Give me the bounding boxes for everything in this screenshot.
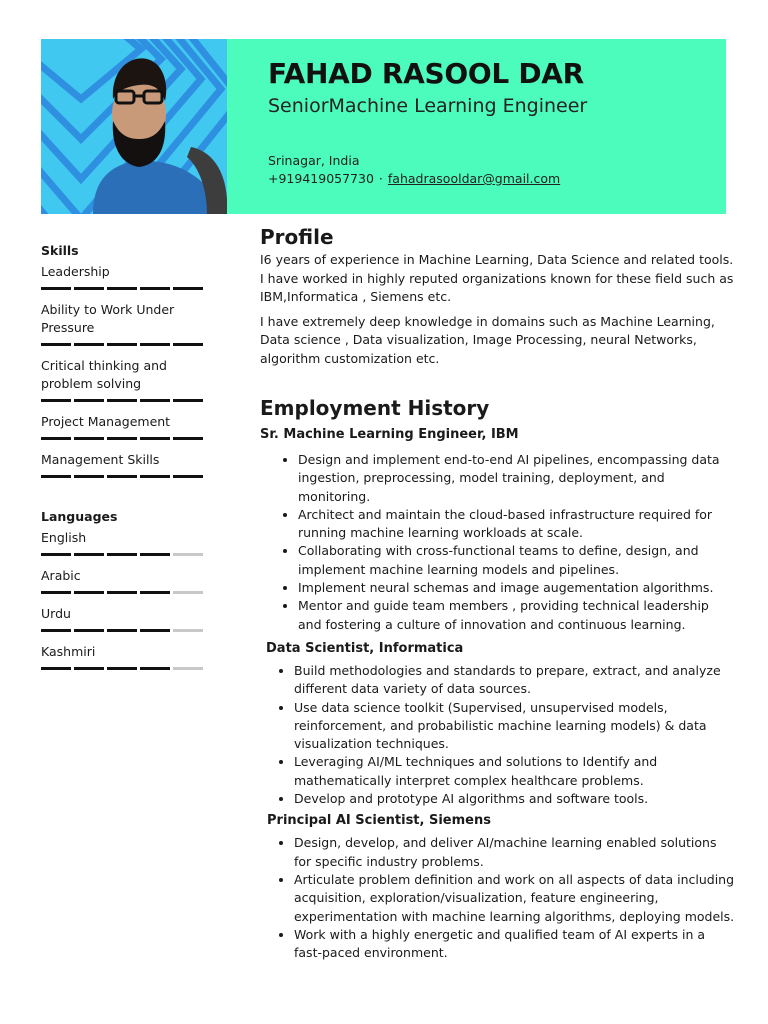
candidate-title: SeniorMachine Learning Engineer — [268, 95, 588, 117]
level-segment — [140, 475, 170, 478]
language-level-bar — [41, 667, 206, 670]
level-segment — [140, 287, 170, 290]
skill-label: Critical thinking and problem solving — [41, 358, 167, 391]
level-segment — [41, 399, 71, 402]
main-content — [260, 225, 736, 962]
job-bullet: • Architect and maintain the cloud-based infrastructure required for running machine learning workloads at scale. — [298, 506, 736, 543]
level-segment — [140, 591, 170, 594]
level-segment — [173, 287, 203, 290]
job-bullet: • Develop and prototype AI algorithms and software tools. — [294, 790, 736, 808]
job-bullet: • Work with a highly energetic and qualified team of AI experts in a fast-paced environment. — [294, 926, 736, 963]
job-title: Data Scientist, Informatica — [266, 640, 464, 656]
level-segment — [173, 553, 203, 556]
level-segment — [41, 591, 71, 594]
skill-item — [41, 413, 206, 440]
job-bullets — [260, 451, 736, 634]
profile-paragraph: I6 years of experience in Machine Learning, Data Science and related tools. I have worked in highly reputed organizations known for these field such as IBM,Informatica , Siemens etc. — [260, 252, 734, 304]
profile-heading: Profile — [260, 225, 334, 249]
level-segment — [173, 475, 203, 478]
skill-level-bar — [41, 437, 206, 440]
level-segment — [107, 475, 137, 478]
job-entry — [260, 813, 736, 962]
language-item — [41, 643, 206, 670]
skill-level-bar — [41, 399, 206, 402]
skill-item — [41, 357, 206, 402]
level-segment — [173, 343, 203, 346]
level-segment — [140, 553, 170, 556]
language-label: English — [41, 530, 87, 545]
language-label: Kashmiri — [41, 644, 96, 659]
job-title: Principal AI Scientist, Siemens — [267, 813, 491, 829]
job-bullet: • Collaborating with cross-functional teams to define, design, and implement machine learning models and pipelines. — [298, 542, 736, 579]
level-segment — [41, 475, 71, 478]
skill-item — [41, 301, 206, 346]
level-segment — [173, 667, 203, 670]
level-segment — [173, 437, 203, 440]
job-entry — [260, 641, 736, 808]
sidebar — [41, 243, 206, 681]
language-label: Arabic — [41, 568, 81, 583]
job-bullet: • Build methodologies and standards to prepare, extract, and analyze different data variety of data sources. — [294, 662, 736, 699]
level-segment — [107, 343, 137, 346]
job-bullet: • Use data science toolkit (Supervised, unsupervised models, reinforcement, and probabilistic machine learning models) & data visualization techniques. — [294, 699, 736, 754]
level-segment — [173, 591, 203, 594]
level-segment — [74, 629, 104, 632]
skill-label: Project Management — [41, 414, 171, 429]
skill-item — [41, 451, 206, 478]
language-level-bar — [41, 553, 206, 556]
level-segment — [140, 437, 170, 440]
level-segment — [41, 667, 71, 670]
job-bullet: • Implement neural schemas and image augementation algorithms. — [298, 579, 736, 597]
level-segment — [107, 287, 137, 290]
level-segment — [41, 553, 71, 556]
level-segment — [107, 553, 137, 556]
level-segment — [74, 475, 104, 478]
job-bullet: • Articulate problem definition and work on all aspects of data including acquisition, exploration/visualization, feature engineering, experimentation with machine learning algorithms, deploying models. — [294, 871, 736, 926]
resume-header — [41, 39, 726, 214]
languages-list — [41, 529, 206, 670]
language-item — [41, 605, 206, 632]
job-bullet: • Design, develop, and deliver AI/machine learning enabled solutions for specific industry problems. — [294, 834, 736, 871]
language-item — [41, 529, 206, 556]
job-title: Sr. Machine Learning Engineer, IBM — [260, 427, 519, 442]
job-bullet: • Design and implement end-to-end AI pipelines, encompassing data ingestion, preprocessing, model training, deployment, and monitoring. — [298, 451, 736, 506]
job-bullet: • Mentor and guide team members , providing technical leadership and fostering a culture of innovation and continuous learning. — [298, 597, 736, 634]
employment-heading: Employment History — [260, 396, 490, 420]
job-bullets — [260, 834, 736, 962]
skill-item — [41, 263, 206, 290]
job-entry — [260, 427, 736, 634]
level-segment — [107, 437, 137, 440]
skill-label: Ability to Work Under Pressure — [41, 302, 175, 335]
candidate-location: Srinagar, India — [268, 153, 360, 168]
contact-line — [268, 171, 560, 186]
level-segment — [74, 343, 104, 346]
skill-level-bar — [41, 343, 206, 346]
level-segment — [107, 591, 137, 594]
email-link[interactable]: fahadrasooldar@gmail.com — [387, 171, 561, 186]
job-bullets — [260, 662, 736, 808]
level-segment — [74, 667, 104, 670]
level-segment — [107, 667, 137, 670]
level-segment — [74, 399, 104, 402]
languages-heading: Languages — [41, 509, 118, 524]
language-item — [41, 567, 206, 594]
contact-separator: · — [378, 171, 383, 186]
job-bullet: • Leveraging AI/ML techniques and solutions to Identify and mathematically interpret complex healthcare problems. — [294, 753, 736, 790]
candidate-name: FAHAD RASOOL DAR — [268, 57, 584, 90]
profile-photo — [41, 39, 227, 214]
level-segment — [74, 591, 104, 594]
level-segment — [74, 553, 104, 556]
level-segment — [140, 399, 170, 402]
skill-label: Management Skills — [41, 452, 160, 467]
level-segment — [74, 287, 104, 290]
level-segment — [41, 629, 71, 632]
level-segment — [74, 437, 104, 440]
level-segment — [140, 343, 170, 346]
skill-level-bar — [41, 475, 206, 478]
skills-list — [41, 263, 206, 478]
phone-number: +919419057730 — [268, 171, 374, 186]
skill-label: Leadership — [41, 264, 110, 279]
skill-level-bar — [41, 287, 206, 290]
language-label: Urdu — [41, 606, 71, 621]
language-level-bar — [41, 629, 206, 632]
level-segment — [107, 399, 137, 402]
level-segment — [173, 629, 203, 632]
level-segment — [41, 287, 71, 290]
profile-paragraph: I have extremely deep knowledge in domains such as Machine Learning, Data science , Data visualization, Image Processing, neural Networks, algorithm customization etc. — [260, 313, 715, 366]
level-segment — [173, 399, 203, 402]
level-segment — [41, 343, 71, 346]
language-level-bar — [41, 591, 206, 594]
skills-heading: Skills — [41, 243, 79, 258]
level-segment — [140, 667, 170, 670]
level-segment — [41, 437, 71, 440]
level-segment — [107, 629, 137, 632]
level-segment — [140, 629, 170, 632]
